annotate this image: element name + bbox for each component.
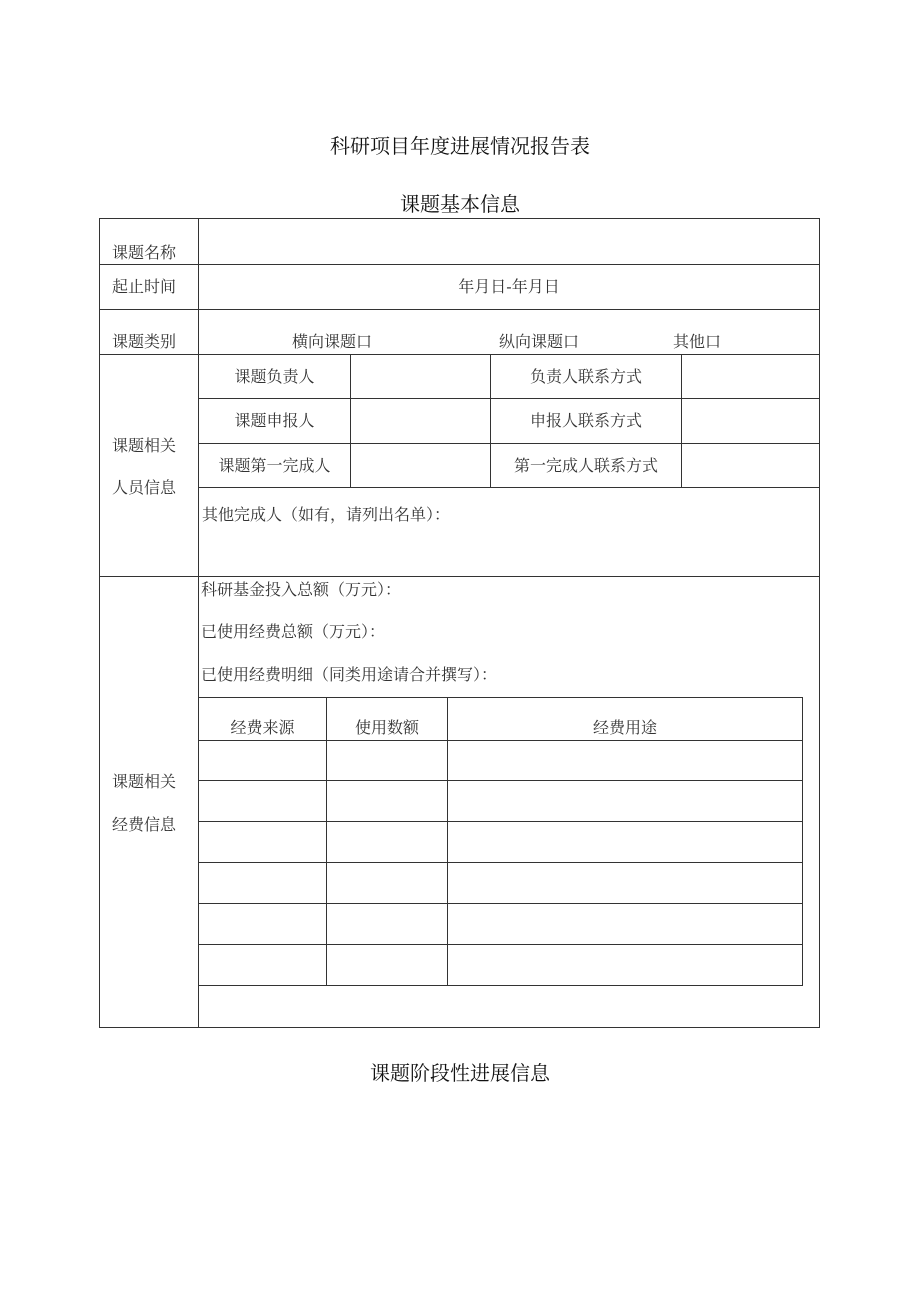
row-divider bbox=[99, 354, 820, 355]
funding-header-purpose: 经费用途 bbox=[592, 718, 657, 737]
used-total-label: 已使用经费总额（万元）： bbox=[201, 622, 386, 641]
funding-header-source: 经费来源 bbox=[230, 718, 295, 737]
category-label: 课题类别 bbox=[112, 332, 177, 351]
personnel-col-divider bbox=[681, 354, 682, 488]
funding-table-line bbox=[198, 780, 803, 781]
role-label: 课题负责人 bbox=[234, 367, 315, 386]
funding-table-line bbox=[198, 903, 803, 904]
funding-table-line bbox=[198, 821, 803, 822]
document-title: 科研项目年度进展情况报告表 bbox=[330, 134, 590, 158]
contact-label: 负责人联系方式 bbox=[529, 367, 642, 386]
funding-table-line bbox=[198, 697, 803, 698]
role-label: 课题第一完成人 bbox=[218, 456, 331, 475]
personnel-row-divider bbox=[198, 443, 820, 444]
used-detail-label: 已使用经费明细（同类用途请合并撰写）： bbox=[201, 665, 498, 684]
personnel-label-line1: 课题相关 bbox=[112, 436, 177, 455]
contact-field[interactable] bbox=[683, 356, 818, 397]
funding-table-col bbox=[447, 697, 448, 986]
period-label: 起止时间 bbox=[112, 277, 177, 296]
funding-label-line1: 课题相关 bbox=[112, 772, 177, 791]
funding-header-amount: 使用数额 bbox=[354, 718, 419, 737]
category-option-vertical[interactable]: 纵向课题口 bbox=[499, 332, 580, 351]
personnel-col-divider bbox=[350, 354, 351, 488]
personnel-row-divider bbox=[198, 398, 820, 399]
row-divider bbox=[99, 264, 820, 265]
personnel-label-line2: 人员信息 bbox=[112, 478, 177, 497]
funding-table-line bbox=[198, 985, 803, 986]
other-completers-field[interactable] bbox=[200, 530, 818, 574]
role-label: 课题申报人 bbox=[234, 411, 315, 430]
table-border-top bbox=[99, 218, 820, 219]
category-option-other[interactable]: 其他口 bbox=[673, 332, 722, 351]
section-basic-info-heading: 课题基本信息 bbox=[400, 192, 520, 216]
row-divider bbox=[99, 309, 820, 310]
period-value[interactable]: 年月日-年月日 bbox=[458, 277, 560, 296]
total-investment-label: 科研基金投入总额（万元）： bbox=[201, 580, 402, 599]
funding-table-line bbox=[198, 862, 803, 863]
table-border-right bbox=[819, 218, 820, 1028]
section-progress-heading: 课题阶段性进展信息 bbox=[370, 1061, 550, 1085]
personnel-row-divider bbox=[198, 487, 820, 488]
person-name-field[interactable] bbox=[352, 400, 489, 442]
person-name-field[interactable] bbox=[352, 445, 489, 486]
category-option-horizontal[interactable]: 横向课题口 bbox=[292, 332, 373, 351]
other-completers-label: 其他完成人（如有，请列出名单）： bbox=[202, 505, 451, 524]
person-name-field[interactable] bbox=[352, 356, 489, 397]
topic-name-label: 课题名称 bbox=[112, 243, 177, 262]
contact-field[interactable] bbox=[683, 400, 818, 442]
table-border-bottom bbox=[99, 1027, 820, 1028]
funding-label-line2: 经费信息 bbox=[112, 815, 177, 834]
topic-name-field[interactable] bbox=[200, 220, 818, 263]
table-border-left bbox=[99, 218, 100, 1028]
funding-table-line bbox=[198, 944, 803, 945]
funding-table-col bbox=[326, 697, 327, 986]
funding-table-col bbox=[802, 697, 803, 986]
contact-field[interactable] bbox=[683, 445, 818, 486]
funding-table-line bbox=[198, 740, 803, 741]
row-divider bbox=[99, 576, 820, 577]
label-column-divider bbox=[198, 218, 199, 1028]
contact-label: 申报人联系方式 bbox=[529, 411, 642, 430]
contact-label: 第一完成人联系方式 bbox=[513, 456, 658, 475]
